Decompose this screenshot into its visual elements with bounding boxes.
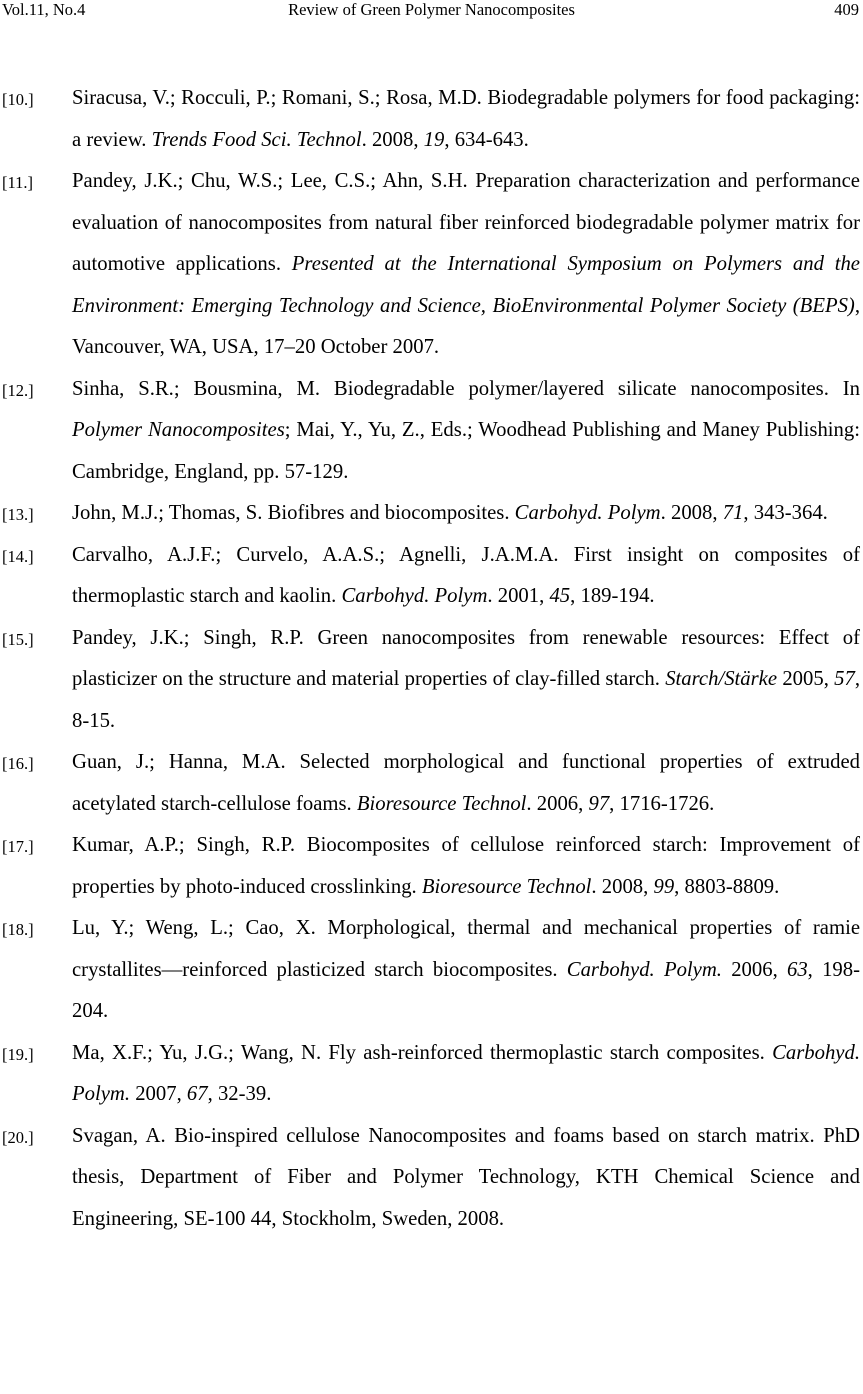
reference-italic-segment: Bioresource Technol — [356, 792, 527, 815]
reference-number: [13.] — [2, 505, 34, 524]
reference-number: [20.] — [2, 1127, 34, 1147]
reference-italic-segment: Polymer Nanocomposites — [72, 419, 285, 441]
reference-text — [72, 1116, 860, 1241]
reference-text-segment: Sinha, S.R.; Bousmina, M. Biodegradable polymer/layered silicate nanocomposites. In — [72, 377, 860, 400]
reference-text-segment: , 343-364. — [743, 502, 828, 524]
reference-item — [0, 618, 863, 743]
reference-number: [15.] — [2, 629, 34, 649]
reference-number: [12.] — [2, 380, 34, 400]
reference-text-segment: , Vancouver, WA, USA, 17–20 October 2007. — [72, 294, 860, 358]
reference-italic-segment: 19 — [423, 128, 445, 151]
reference-italic-segment: Starch/Stärke — [665, 668, 778, 690]
reference-italic-segment: 67 — [186, 1083, 208, 1105]
reference-item — [0, 742, 863, 825]
reference-text — [72, 493, 860, 535]
reference-italic-segment: Carbohyd. Polym. — [566, 958, 722, 981]
reference-number: [18.] — [2, 920, 34, 939]
reference-item — [0, 825, 863, 908]
reference-italic-segment: Carbohyd. Polym. — [72, 1041, 860, 1105]
reference-item — [0, 1116, 863, 1241]
reference-text — [72, 369, 860, 494]
reference-text-segment: , 198-204. — [72, 958, 860, 1022]
reference-italic-segment: Carbohyd. Polym — [514, 502, 661, 524]
reference-italic-segment: Bioresource Technol — [421, 875, 592, 898]
reference-text — [72, 908, 860, 1033]
reference-italic-segment: Trends Food Sci. Technol — [151, 128, 362, 151]
reference-text — [72, 535, 860, 618]
reference-text-segment: 2007, — [130, 1083, 187, 1105]
reference-text-segment: . 2008, — [660, 502, 723, 524]
reference-text-segment: . 2006, — [526, 792, 589, 815]
reference-number: [19.] — [2, 1044, 34, 1064]
reference-text-segment: Ma, X.F.; Yu, J.G.; Wang, N. Fly ash-reinforced thermoplastic starch composites. — [72, 1041, 773, 1064]
reference-text-segment: . 2001, — [487, 585, 550, 607]
reference-italic-segment: 63 — [786, 958, 808, 981]
reference-italic-segment: 71 — [722, 502, 744, 524]
reference-item — [0, 535, 863, 618]
reference-text-segment: Siracusa, V.; Rocculi, P.; Romani, S.; Rosa, M.D. Biodegradable polymers for food packaging: a review. — [72, 87, 860, 151]
reference-italic-segment: Presented at the International Symposium on Polymers and the Environment: Emerging Technology and Science, BioEnvironmental Polymer Society (BEPS) — [72, 253, 860, 317]
reference-text — [72, 618, 860, 743]
reference-item — [0, 369, 863, 494]
reference-number: [17.] — [2, 837, 34, 856]
reference-text-segment: , 32-39. — [207, 1083, 272, 1105]
reference-item — [0, 908, 863, 1033]
reference-text — [72, 1033, 860, 1116]
reference-text-segment: , 8803-8809. — [674, 875, 780, 898]
reference-text — [72, 78, 860, 161]
page-header — [0, 0, 863, 24]
reference-text-segment: , 634-643. — [444, 128, 529, 151]
reference-text-segment: Pandey, J.K.; Singh, R.P. Green nanocomposites from renewable resources: Effect of plasticizer on the structure and material properties of clay-filled starch. — [72, 626, 860, 690]
reference-text-segment: Pandey, J.K.; Chu, W.S.; Lee, C.S.; Ahn, S.H. Preparation characterization and performance evaluation of nanocomposites from natural fiber reinforced biodegradable polymer matrix for automotive applications. — [72, 170, 860, 275]
reference-text-segment: ; Mai, Y., Yu, Z., Eds.; Woodhead Publishing and Maney Publishing: Cambridge, England, pp. 57-129. — [72, 419, 860, 483]
reference-text-segment: Carvalho, A.J.F.; Curvelo, A.A.S.; Agnelli, J.A.M.A. First insight on composites of thermoplastic starch and kaolin. — [72, 543, 860, 607]
reference-list — [0, 78, 863, 1240]
running-title: Review of Green Polymer Nanocomposites — [288, 0, 575, 19]
reference-italic-segment: 99 — [653, 875, 675, 898]
reference-italic-segment: 97 — [588, 792, 610, 815]
reference-item — [0, 161, 863, 369]
reference-text — [72, 742, 860, 825]
reference-text-segment: , 189-194. — [570, 585, 655, 607]
reference-number: [10.] — [2, 90, 34, 109]
reference-italic-segment: Carbohyd. Polym — [341, 585, 488, 607]
journal-volume: Vol.11, No.4 — [2, 0, 86, 19]
reference-item — [0, 1033, 863, 1116]
reference-item — [0, 78, 863, 161]
reference-italic-segment: 57 — [834, 668, 855, 690]
reference-number: [14.] — [2, 546, 34, 566]
reference-text-segment: Kumar, A.P.; Singh, R.P. Biocomposites of cellulose reinforced starch: Improvement of properties by photo-induced crosslinking. — [72, 834, 860, 898]
reference-text-segment: John, M.J.; Thomas, S. Biofibres and biocomposites. — [72, 502, 515, 524]
reference-text-segment: , 8-15. — [72, 668, 860, 732]
reference-number: [11.] — [2, 173, 34, 192]
reference-text-segment: Svagan, A. Bio-inspired cellulose Nanocomposites and foams based on starch matrix. PhD thesis, Department of Fiber and Polymer Technology, KTH Chemical Science and Engineering, SE-100 44, Stockholm, Sweden, 2008. — [72, 1124, 860, 1230]
reference-text-segment: , 1716-1726. — [609, 792, 715, 815]
reference-text-segment: Lu, Y.; Weng, L.; Cao, X. Morphological, thermal and mechanical properties of ramie crystallites—reinforced plasticized starch biocomposites. — [72, 917, 860, 981]
reference-text-segment: Guan, J.; Hanna, M.A. Selected morphological and functional properties of extruded acetylated starch-cellulose foams. — [72, 751, 860, 815]
reference-text-segment: 2005, — [777, 668, 835, 690]
reference-text-segment: . 2008, — [361, 128, 424, 151]
reference-text — [72, 161, 860, 369]
reference-text-segment: 2006, — [721, 958, 787, 981]
reference-item — [0, 493, 863, 535]
reference-number: [16.] — [2, 754, 34, 773]
reference-italic-segment: 45 — [549, 585, 571, 607]
page-number: 409 — [834, 0, 859, 19]
reference-text-segment: . 2008, — [591, 875, 654, 898]
reference-text — [72, 825, 860, 908]
